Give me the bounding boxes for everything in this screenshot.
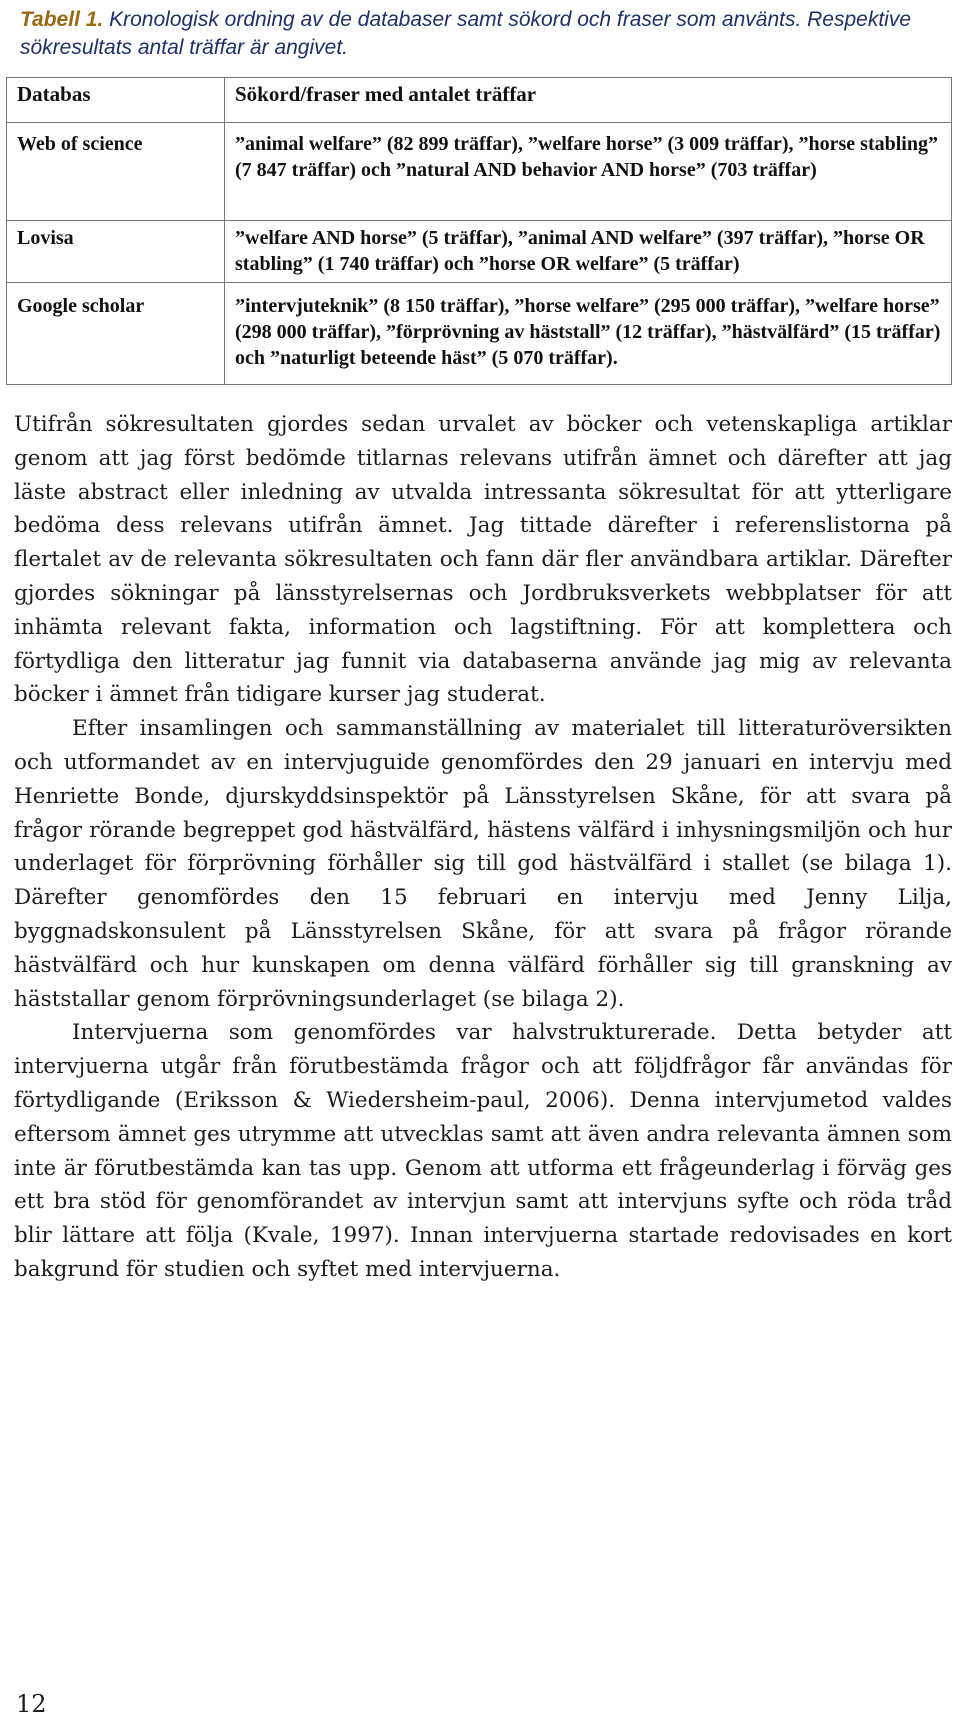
database-cell: Lovisa bbox=[7, 220, 225, 282]
table-header-row bbox=[7, 78, 952, 123]
body-text bbox=[14, 408, 952, 1287]
terms-cell: ”animal welfare” (82 899 träffar), ”welfare horse” (3 009 träffar), ”horse stabling” (7 847 träffar) och ”natural AND behavior AND horse” (703 träffar) bbox=[225, 122, 952, 220]
terms-cell: ”intervjuteknik” (8 150 träffar), ”horse welfare” (295 000 träffar), ”welfare horse” (298 000 träffar), ”förprövning av häststall” (12 träffar), ”hästvälfärd” (15 träffar) och ”naturligt beteende häst” (5 070 träffar). bbox=[225, 282, 952, 384]
caption-label: Tabell bbox=[20, 8, 80, 31]
table-row bbox=[7, 122, 952, 220]
table-row bbox=[7, 220, 952, 282]
header-terms: Sökord/fraser med antalet träffar bbox=[225, 78, 952, 123]
database-table bbox=[6, 77, 952, 385]
table-row bbox=[7, 282, 952, 384]
paragraph: Efter insamlingen och sammanställning av materialet till litteraturöversikten och utformandet av en intervjuguide genomfördes den 29 januari en intervju med Henriette Bonde, djurskyddsinspektör på Länsstyrelsen Skåne, för att svara på frågor rörande begreppet god hästvälfärd, hästens välfärd i inhysningsmiljön och hur underlaget för förprövning förhåller sig till god hästvälfärd i stallet (se bilaga 1). Därefter genomfördes den 15 februari en intervju med Jenny Lilja, byggnadskonsulent på Länsstyrelsen Skåne, för att svara på frågor rörande hästvälfärd och hur kunskapen om denna välfärd förhåller sig till granskning av häststallar genom förprövningsunderlaget (se bilaga 2). bbox=[14, 716, 952, 1012]
table-caption bbox=[20, 6, 940, 62]
page-number: 12 bbox=[16, 1690, 47, 1718]
paragraph: Intervjuerna som genomfördes var halvstrukturerade. Detta betyder att intervjuerna utgår från förutbestämda frågor och att följdfrågor får användas för förtydligande (Eriksson & Wiedersheim-paul, 2006). Denna intervjumetod valdes eftersom ämnet ges utrymme att utvecklas samt att även andra relevanta ämnen som inte är förutbestämda kan tas upp. Genom att utforma ett frågeunderlag i förväg ges ett bra stöd för genomförandet av intervjun samt att intervjuns syfte och röda tråd blir lättare att följa (Kvale, 1997). Innan intervjuerna startade redovisades en kort bakgrund för studien och syftet med intervjuerna. bbox=[14, 1020, 952, 1282]
caption-text: Kronologisk ordning av de databaser samt sökord och fraser som använts. Respektive sökresultats antal träffar är angivet. bbox=[20, 8, 912, 59]
caption-number: 1. bbox=[85, 8, 104, 31]
paragraph: Utifrån sökresultaten gjordes sedan urvalet av böcker och vetenskapliga artiklar genom att jag först bedömde titlarnas relevans utifrån ämnet och därefter att jag läste abstract eller inledning av utvalda intressanta sökresultat för att ytterligare bedöma dess relevans utifrån ämnet. Jag tittade därefter i referenslistorna på flertalet av de relevanta sökresultaten och fann där fler användbara artiklar. Därefter gjordes sökningar på länsstyrelsernas och Jordbruksverkets webbplatser för att inhämta relevant fakta, information och lagstiftning. För att komplettera och förtydliga den litteratur jag funnit via databaserna använde jag mig av relevanta böcker i ämnet från tidigare kurser jag studerat. bbox=[14, 412, 952, 708]
terms-cell: ”welfare AND horse” (5 träffar), ”animal AND welfare” (397 träffar), ”horse OR stabling” (1 740 träffar) och ”horse OR welfare” (5 träffar) bbox=[225, 220, 952, 282]
database-cell: Google scholar bbox=[7, 282, 225, 384]
database-cell: Web of science bbox=[7, 122, 225, 220]
header-database: Databas bbox=[7, 78, 225, 123]
